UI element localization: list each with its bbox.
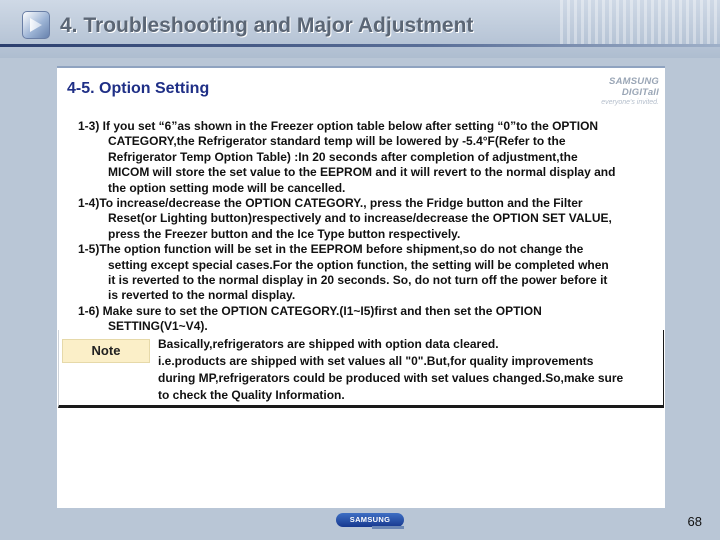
note-label: Note: [62, 339, 150, 363]
item-line: Refrigerator Temp Option Table) :In 20 seconds after completion of adjustment,the: [108, 149, 578, 164]
item-line: Reset(or Lighting button)respectively and to increase/decrease the OPTION SET VALUE,: [108, 211, 612, 226]
item-line: MICOM will store the set value to the EEPROM and it will revert to the normal display and: [108, 165, 616, 180]
instruction-list: [78, 119, 664, 335]
list-item: [78, 196, 664, 242]
samsung-digitall-logo: [575, 76, 659, 106]
note-box: [58, 330, 664, 408]
item-line: setting except special cases.For the option function, the setting will be completed when: [108, 257, 609, 272]
note-line: i.e.products are shipped with set values all "0".But,for quality improvements: [158, 354, 594, 368]
item-first-line: 1-3) If you set “6”as shown in the Freezer option table below after setting “0”to the OPTION: [78, 119, 599, 133]
note-line: Basically,refrigerators are shipped with option data cleared.: [158, 337, 499, 351]
logo-brand: SAMSUNG DIGITall: [609, 76, 659, 98]
list-item: [78, 242, 664, 304]
logo-tagline: everyone's invited.: [601, 99, 659, 106]
item-first-line: 1-6) Make sure to set the OPTION CATEGORY.(I1~I5)first and then set the OPTION: [78, 303, 542, 318]
section-title: 4-5. Option Setting: [67, 80, 210, 97]
note-line: during MP,refrigerators could be produced with set values changed.So,make sure: [158, 371, 624, 385]
item-line: is reverted to the normal display.: [108, 288, 296, 303]
note-line: to check the Quality Information.: [158, 388, 345, 402]
item-first-line: 1-4)To increase/decrease the OPTION CATEGORY., press the Fridge button and the Filter: [78, 196, 583, 211]
item-first-line: 1-5)The option function will be set in the EEPROM before shipment,so do not change the: [78, 242, 584, 257]
header-band: [0, 0, 720, 58]
header-decoration: [560, 0, 720, 44]
footer-logo-underline: [372, 526, 404, 529]
item-line: the option setting mode will be cancelled.: [108, 180, 346, 195]
list-item: [78, 119, 664, 196]
header-divider: [0, 44, 720, 47]
note-text: [158, 336, 668, 404]
content-panel: [57, 66, 665, 508]
chapter-icon: [22, 11, 50, 39]
page-number: 68: [687, 514, 702, 529]
samsung-footer-logo: SAMSUNG: [336, 513, 404, 527]
item-line: press the Freezer button and the Ice Type button respectively.: [108, 226, 461, 241]
item-line: SETTING(V1~V4).: [108, 319, 208, 334]
item-line: it is reverted to the normal display in 20 seconds. So, do not turn off the power before it: [108, 273, 608, 288]
item-line: CATEGORY,the Refrigerator standard temp will be lowered by -5.4°F(Refer to the: [108, 134, 566, 149]
chapter-title: 4. Troubleshooting and Major Adjustment: [60, 14, 474, 37]
